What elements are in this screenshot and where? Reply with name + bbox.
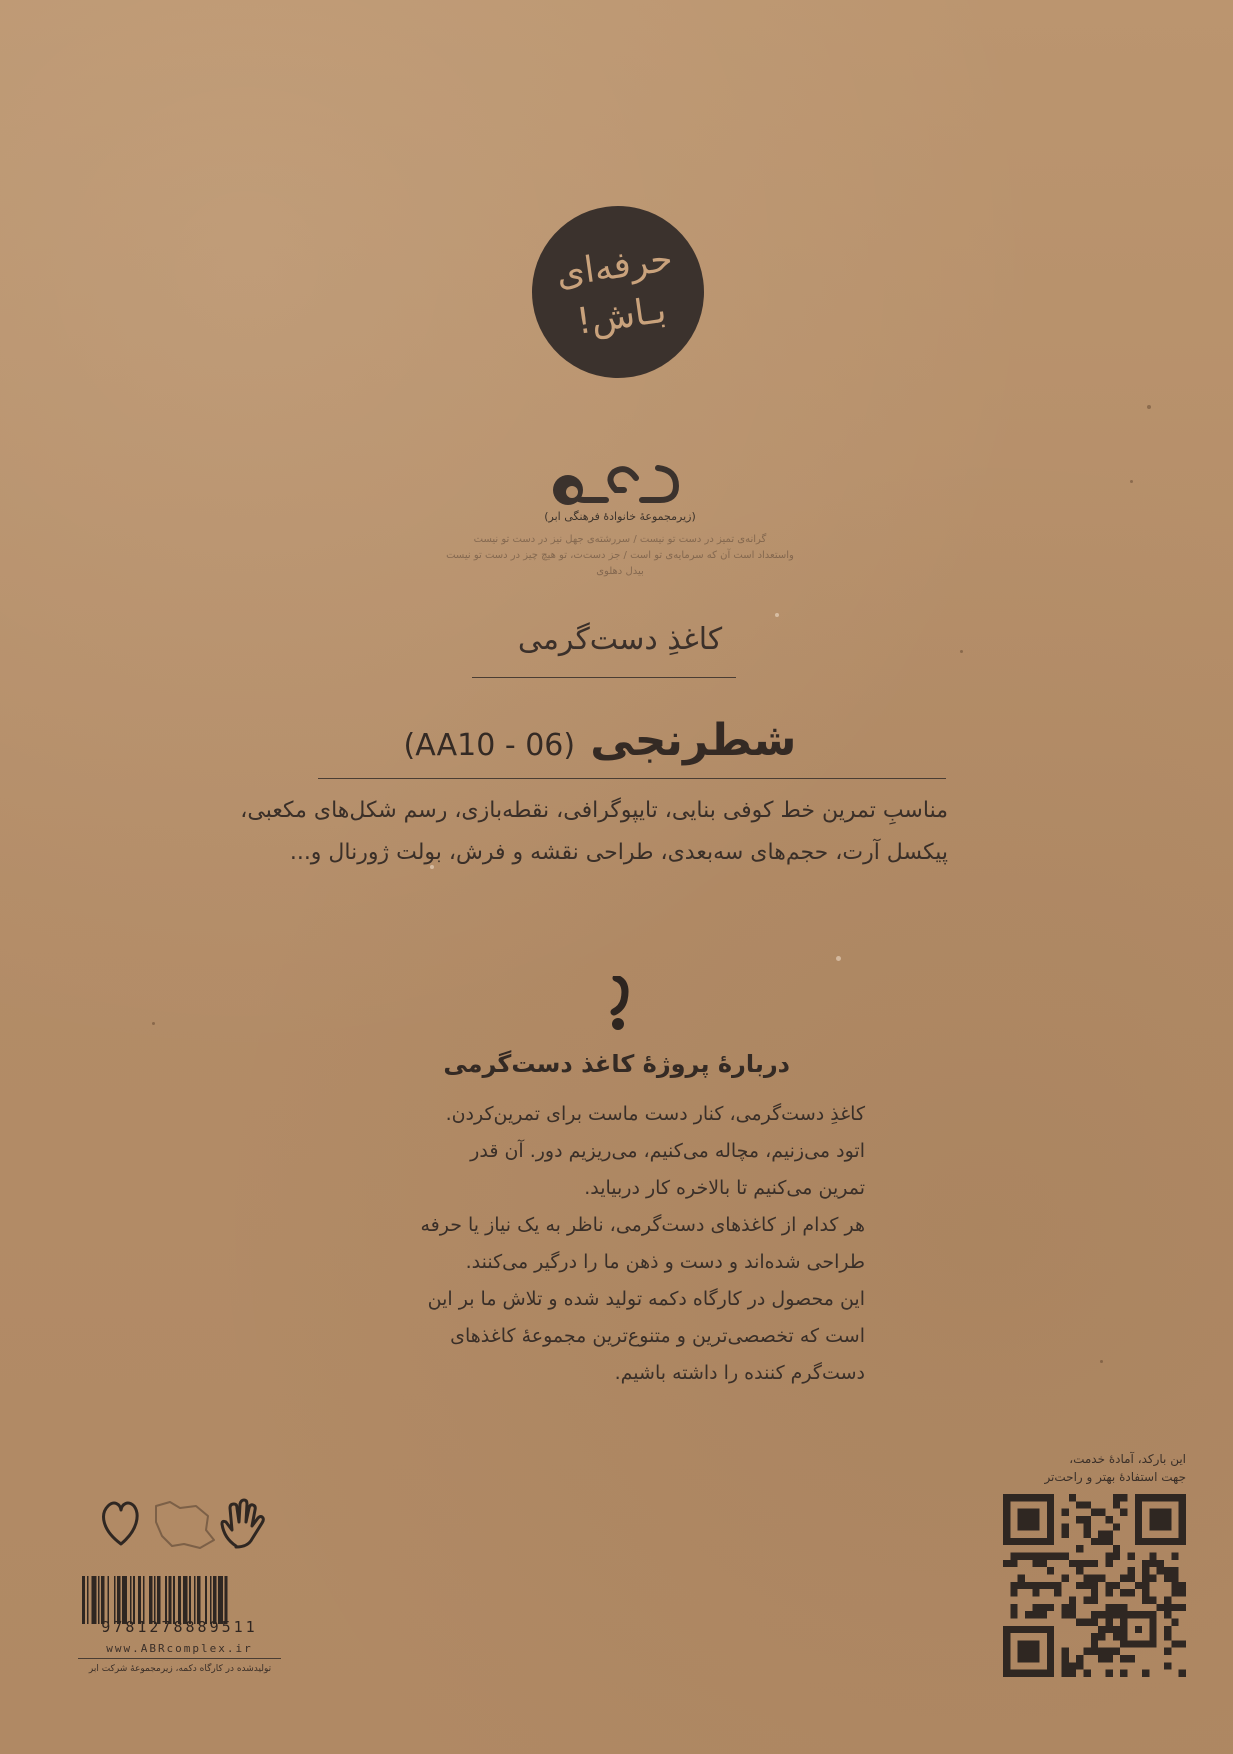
paper-speck	[152, 1022, 155, 1025]
qr-module	[1157, 1604, 1164, 1611]
product-code: (AA10 - 06)	[403, 728, 576, 763]
qr-module	[1062, 1611, 1069, 1618]
qr-module	[1127, 1567, 1134, 1574]
qr-module	[1054, 1589, 1061, 1596]
qr-module	[1040, 1582, 1047, 1589]
paper-speck	[775, 613, 779, 617]
qr-module	[1091, 1582, 1098, 1589]
barcode-bar	[87, 1576, 89, 1624]
qr-module	[1113, 1604, 1120, 1611]
barcode-bar	[82, 1576, 85, 1624]
qr-module	[1032, 1611, 1039, 1618]
qr-module	[1040, 1553, 1047, 1560]
qr-module	[1120, 1575, 1127, 1582]
qr-module	[1098, 1575, 1105, 1582]
qr-module	[1120, 1509, 1127, 1516]
qr-module	[1171, 1589, 1178, 1596]
about-line: طراحی شده‌اند و دست و ذهن ما را درگیر می‌کنند.	[465, 1251, 865, 1273]
qr-module	[1010, 1582, 1017, 1589]
qr-module	[1157, 1560, 1164, 1567]
product-description	[240, 790, 948, 874]
qr-module	[1062, 1662, 1069, 1669]
comma-mark-icon	[604, 976, 634, 1032]
qr-module	[1120, 1655, 1127, 1662]
barcode-bar	[197, 1576, 200, 1624]
qr-module	[1113, 1633, 1120, 1640]
qr-module	[1171, 1618, 1178, 1625]
qr-module	[1062, 1523, 1069, 1530]
divider	[472, 677, 736, 678]
barcode-bar	[149, 1576, 152, 1624]
qr-module	[1025, 1553, 1032, 1560]
qr-module	[1105, 1670, 1112, 1677]
qr-module	[1018, 1553, 1025, 1560]
qr-module	[1032, 1604, 1039, 1611]
qr-module	[1076, 1618, 1083, 1625]
qr-module	[1105, 1538, 1112, 1545]
qr-module	[1032, 1553, 1039, 1560]
qr-module	[1040, 1604, 1047, 1611]
qr-module	[1098, 1655, 1105, 1662]
qr-module	[1142, 1567, 1149, 1574]
qr-module	[1084, 1648, 1091, 1655]
description-line: پیکسل آرت، حجم‌های سه‌بعدی، طراحی نقشه و فرش، بولت ژورنال و...	[289, 840, 948, 865]
qr-module	[1047, 1553, 1054, 1560]
qr-module	[1164, 1611, 1171, 1618]
qr-module	[1164, 1626, 1171, 1633]
qr-module	[1171, 1575, 1178, 1582]
about-line: هر کدام از کاغذهای دست‌گرمی، ناظر به یک نیاز یا حرفه	[420, 1214, 865, 1236]
description-line: مناسبِ تمرین خط کوفی بنایی، تایپوگرافی، نقطه‌بازی، رسم شکل‌های مکعبی،	[240, 798, 948, 823]
qr-module	[1113, 1611, 1120, 1618]
qr-module	[1164, 1575, 1171, 1582]
qr-module	[1113, 1626, 1120, 1633]
qr-module	[1032, 1560, 1039, 1567]
qr-module	[1025, 1611, 1032, 1618]
qr-module	[1113, 1494, 1120, 1501]
qr-module	[1069, 1670, 1076, 1677]
qr-note-line: این بارکد، آمادهٔ خدمت،	[1069, 1452, 1186, 1466]
qr-module	[1113, 1545, 1120, 1552]
qr-module	[1032, 1582, 1039, 1589]
qr-module	[1069, 1604, 1076, 1611]
about-line: است که تخصصی‌ترین و متنوع‌ترین مجموعهٔ کاغذهای	[450, 1325, 865, 1347]
feature-icons	[96, 1492, 276, 1552]
qr-module	[1076, 1501, 1083, 1508]
qr-module	[1164, 1604, 1171, 1611]
qr-module	[1091, 1560, 1098, 1567]
qr-module	[1010, 1611, 1017, 1618]
qr-module	[1179, 1604, 1186, 1611]
qr-module	[1127, 1589, 1134, 1596]
barcode-bar	[108, 1576, 110, 1624]
qr-module	[1091, 1633, 1098, 1640]
qr-module	[1164, 1648, 1171, 1655]
qr-module	[1179, 1589, 1186, 1596]
qr-module	[1127, 1553, 1134, 1560]
qr-module	[1040, 1560, 1047, 1567]
qr-module	[1142, 1575, 1149, 1582]
qr-module	[1171, 1640, 1178, 1647]
qr-module	[1171, 1604, 1178, 1611]
qr-module	[1084, 1531, 1091, 1538]
barcode-bar	[98, 1576, 100, 1624]
qr-module	[1149, 1596, 1156, 1603]
barcode-bar	[168, 1576, 171, 1624]
qr-module	[1084, 1596, 1091, 1603]
product-title: شطرنجی	[590, 715, 797, 766]
qr-module	[1076, 1545, 1083, 1552]
product-title-row	[300, 715, 900, 766]
qr-module	[1105, 1648, 1112, 1655]
qr-module	[1018, 1582, 1025, 1589]
qr-code[interactable]	[1003, 1494, 1186, 1677]
qr-module	[1171, 1553, 1178, 1560]
qr-module	[1105, 1516, 1112, 1523]
qr-module	[1135, 1582, 1142, 1589]
qr-module	[1076, 1582, 1083, 1589]
barcode-bar	[194, 1576, 196, 1624]
barcode-bar	[165, 1576, 167, 1624]
barcode-bar	[92, 1576, 97, 1624]
qr-module	[1062, 1670, 1069, 1677]
paper-speck	[1130, 480, 1133, 483]
barcode-bar	[218, 1576, 223, 1624]
qr-module	[1113, 1523, 1120, 1530]
qr-module	[1091, 1509, 1098, 1516]
barcode-bar	[224, 1576, 227, 1624]
heart-icon	[104, 1503, 138, 1544]
barcode-bar	[205, 1576, 207, 1624]
qr-module	[1149, 1575, 1156, 1582]
qr-module	[1076, 1567, 1083, 1574]
barcode-bar	[210, 1576, 212, 1624]
qr-module	[1142, 1589, 1149, 1596]
divider	[318, 778, 946, 779]
qr-module	[1120, 1670, 1127, 1677]
barcode-bar	[157, 1576, 160, 1624]
qr-module	[1069, 1611, 1076, 1618]
qr-module	[1084, 1560, 1091, 1567]
qr-module	[1164, 1662, 1171, 1669]
qr-module	[1062, 1509, 1069, 1516]
qr-module	[1142, 1560, 1149, 1567]
poem-line: بیدل دهلوی	[596, 566, 644, 577]
qr-module	[1010, 1589, 1017, 1596]
qr-module	[1091, 1596, 1098, 1603]
qr-module	[1164, 1633, 1171, 1640]
qr-module	[1142, 1582, 1149, 1589]
qr-module	[1047, 1604, 1054, 1611]
badge-line-2: بـاش!	[574, 289, 669, 343]
barcode-bar	[143, 1576, 145, 1624]
qr-module	[1098, 1648, 1105, 1655]
qr-module	[1149, 1560, 1156, 1567]
qr-module	[1084, 1618, 1091, 1625]
qr-module	[1164, 1567, 1171, 1574]
qr-module	[1105, 1589, 1112, 1596]
iran-map-icon	[156, 1502, 214, 1548]
qr-module	[1010, 1560, 1017, 1567]
qr-module	[1142, 1596, 1149, 1603]
about-line: این محصول در کارگاه دکمه تولید شده و تلاش ما بر این	[427, 1288, 865, 1310]
qr-module	[1098, 1626, 1105, 1633]
qr-module	[1113, 1648, 1120, 1655]
qr-module	[1084, 1670, 1091, 1677]
qr-module	[1105, 1582, 1112, 1589]
qr-module	[1084, 1523, 1091, 1530]
qr-module	[1069, 1560, 1076, 1567]
qr-module	[1062, 1575, 1069, 1582]
poem-line: واستعداد است آن که سرمایه‌ی تو است / جز دست‌ت، تو هیچ چیز در دست تو نیست	[446, 550, 794, 561]
qr-module	[1105, 1553, 1112, 1560]
qr-module	[1091, 1640, 1098, 1647]
qr-module	[1003, 1560, 1010, 1567]
qr-module	[1105, 1618, 1112, 1625]
hand-icon	[222, 1500, 263, 1547]
qr-module	[1091, 1575, 1098, 1582]
qr-module	[1010, 1604, 1017, 1611]
barcode-bar	[117, 1576, 120, 1624]
qr-module	[1062, 1648, 1069, 1655]
qr-module	[1127, 1575, 1134, 1582]
qr-module	[1171, 1567, 1178, 1574]
qr-module	[1047, 1582, 1054, 1589]
badge-line-1: حرفه‌ای	[553, 238, 676, 296]
qr-module	[1105, 1604, 1112, 1611]
qr-module	[1120, 1589, 1127, 1596]
qr-note-line: جهت استفادهٔ بهتر و راحت‌تر	[1044, 1470, 1186, 1484]
qr-module	[1084, 1501, 1091, 1508]
paper-speck	[1147, 405, 1151, 409]
about-line: کاغذِ دست‌گرمی، کنار دست ماست برای تمرین‌کردن.	[445, 1103, 865, 1125]
qr-module	[1091, 1648, 1098, 1655]
qr-module	[1040, 1611, 1047, 1618]
qr-module	[1164, 1596, 1171, 1603]
barcode-bar	[138, 1576, 141, 1624]
barcode-bar	[178, 1576, 181, 1624]
publisher-subtitle: (زیرمجموعهٔ خانوادهٔ فرهنگی ابر)	[544, 510, 696, 523]
paper-speck	[1100, 1360, 1103, 1363]
qr-module	[1084, 1582, 1091, 1589]
qr-module	[1091, 1611, 1098, 1618]
qr-module	[1076, 1662, 1083, 1669]
qr-module	[1105, 1611, 1112, 1618]
about-body	[360, 1096, 865, 1392]
qr-module	[1076, 1655, 1083, 1662]
qr-module	[1098, 1633, 1105, 1640]
qr-module	[1120, 1494, 1127, 1501]
qr-module	[1120, 1604, 1127, 1611]
barcode-bar	[114, 1576, 116, 1624]
qr-module	[1076, 1516, 1083, 1523]
about-line: دست‌گرم کننده را داشته باشیم.	[614, 1362, 865, 1384]
qr-module	[1091, 1589, 1098, 1596]
qr-module	[1069, 1662, 1076, 1669]
barcode-bar	[130, 1576, 132, 1624]
motto-badge	[521, 195, 715, 389]
qr-module	[1105, 1560, 1112, 1567]
qr-module	[1091, 1618, 1098, 1625]
qr-module	[1069, 1596, 1076, 1603]
qr-module	[1179, 1640, 1186, 1647]
qr-module	[1018, 1575, 1025, 1582]
qr-module	[1179, 1582, 1186, 1589]
barcode-bar	[154, 1576, 156, 1624]
qr-module	[1062, 1553, 1069, 1560]
qr-module	[1098, 1538, 1105, 1545]
qr-module	[1179, 1670, 1186, 1677]
qr-module	[1091, 1538, 1098, 1545]
qr-module	[1062, 1604, 1069, 1611]
qr-module	[1010, 1553, 1017, 1560]
qr-module	[1142, 1670, 1149, 1677]
barcode-bar	[189, 1576, 191, 1624]
qr-module	[1025, 1582, 1032, 1589]
qr-module	[1054, 1553, 1061, 1560]
qr-module	[1098, 1531, 1105, 1538]
qr-module	[1127, 1655, 1134, 1662]
qr-module	[1076, 1560, 1083, 1567]
qr-module	[1149, 1553, 1156, 1560]
qr-module	[1113, 1501, 1120, 1508]
barcode-bar	[133, 1576, 135, 1624]
qr-module	[1113, 1582, 1120, 1589]
publisher-logo	[540, 454, 700, 516]
qr-module	[1171, 1582, 1178, 1589]
website-url[interactable]: www.ABRcomplex.ir	[106, 1642, 253, 1655]
series-label: کاغذِ دست‌گرمی	[517, 622, 723, 657]
qr-module	[1062, 1531, 1069, 1538]
qr-module	[1069, 1494, 1076, 1501]
about-line: تمرین می‌کنیم تا بالاخره کار دربیاید.	[584, 1177, 865, 1199]
qr-module	[1098, 1611, 1105, 1618]
about-line: اتود می‌زنیم، مچاله می‌کنیم، می‌ریزیم دور. آن قدر	[470, 1140, 865, 1162]
isbn-number: 9781278889511	[101, 1618, 258, 1636]
qr-module	[1105, 1531, 1112, 1538]
barcode-bar	[183, 1576, 188, 1624]
qr-module	[1084, 1516, 1091, 1523]
qr-module	[1105, 1626, 1112, 1633]
qr-module	[1113, 1553, 1120, 1560]
footer-note: تولیدشده در کارگاه دکمه، زیرمجموعهٔ شرکت ابر	[88, 1664, 272, 1674]
paper-speck	[836, 956, 841, 961]
qr-module	[1054, 1582, 1061, 1589]
qr-module	[1098, 1509, 1105, 1516]
qr-module	[1084, 1575, 1091, 1582]
about-title: دربارهٔ پروژهٔ کاغذ دست‌گرمی	[443, 1050, 790, 1078]
qr-note	[980, 1450, 1186, 1486]
poem-line: گرانه‌ی تمیز در دست تو نیست / سررشته‌ی جهل نیز در دست تو نیست	[473, 534, 767, 545]
barcode-bar	[101, 1576, 104, 1624]
qr-module	[1105, 1655, 1112, 1662]
qr-module	[1157, 1567, 1164, 1574]
qr-module	[1062, 1655, 1069, 1662]
barcode-bar	[213, 1576, 216, 1624]
paper-speck	[960, 650, 963, 653]
publisher-poem	[400, 532, 840, 580]
qr-module	[1032, 1589, 1039, 1596]
divider	[78, 1658, 281, 1659]
qr-module	[1047, 1567, 1054, 1574]
barcode-bar	[122, 1576, 127, 1624]
barcode-bar	[173, 1576, 175, 1624]
